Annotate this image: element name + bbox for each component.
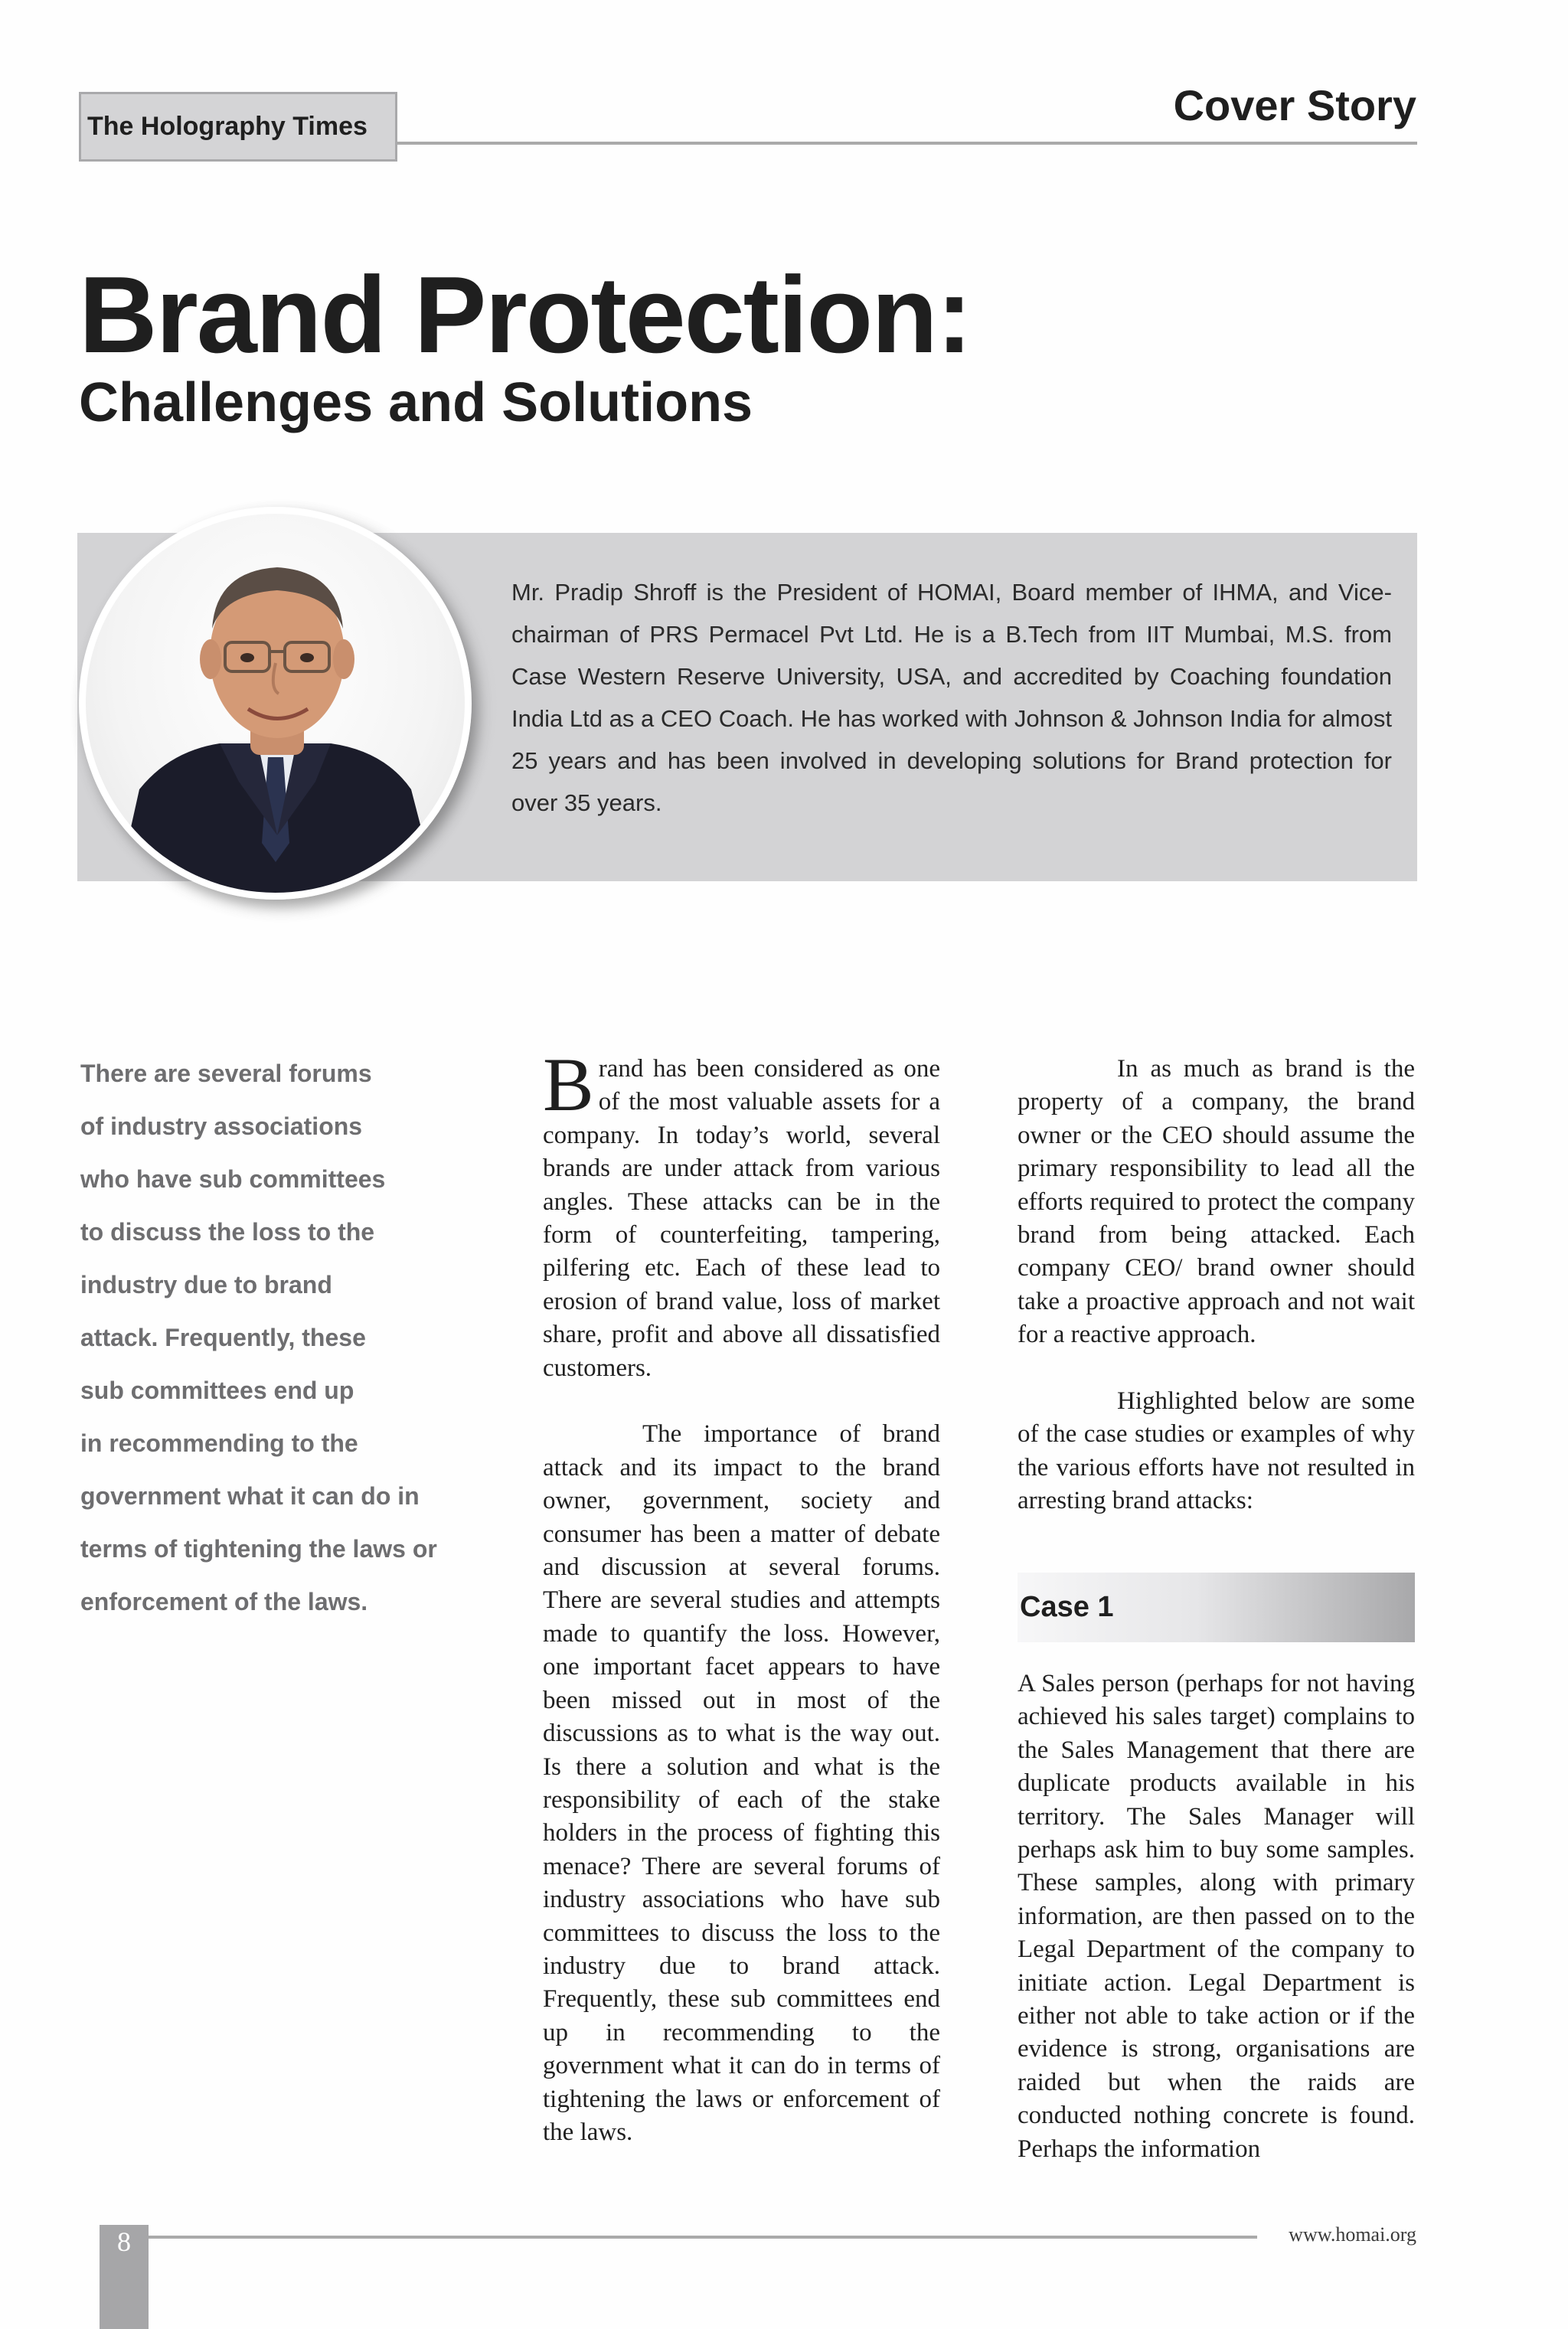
body-column-middle [543, 1042, 940, 2149]
body-paragraph: Highlighted below are some of the case studies or examples of why the various efforts have not resulted in arresting brand attacks: [1018, 1387, 1415, 1515]
article-title: Brand Protection: [79, 254, 972, 376]
pull-quote-line: sub committees end up [80, 1377, 354, 1404]
pull-quote-line: to discuss the loss to the [80, 1218, 375, 1246]
article-subtitle: Challenges and Solutions [79, 372, 753, 433]
case-heading: Case 1 [1020, 1591, 1114, 1623]
pull-quote [80, 1047, 494, 1628]
author-photo [79, 507, 472, 900]
body-paragraph: A Sales person (perhaps for not having achieved his sales target) complains to the Sales Management that there are duplicate products available in his territory. The Sales Manager will perhaps ask him to buy some samples. These samples, along with primary information, are then passed on to the Legal Department of the company to initiate action. Legal Department is either not able to take action or if the evidence is strong, organisations are raided but when the raids are conducted nothing concrete is found. Perhaps the information [1018, 1670, 1415, 2163]
author-portrait-image [86, 514, 465, 893]
publication-name: The Holography Times [87, 112, 368, 141]
pull-quote-line: terms of tightening the laws or [80, 1535, 437, 1563]
footer-rule [149, 2236, 1257, 2239]
body-column-right [1018, 1053, 1415, 1518]
pull-quote-line: in recommending to the [80, 1429, 358, 1457]
case-heading-bar [1018, 1573, 1415, 1642]
pull-quote-line: of industry associations [80, 1112, 363, 1140]
body-paragraph: In as much as brand is the property of a company, the brand owner or the CEO should assume the primary responsibility to lead all the efforts required to protect the company brand from being attacked. Each company CEO/ brand owner should take a proactive approach and not wait for a reactive approach. [1018, 1055, 1415, 1349]
paragraph-text: rand has been considered as one of the most valuable assets for a company. In today’s world, several brands are under attack from various angles. These attacks can be in the form of counterfeiting, tampering, pilfering etc. Each of these lead to erosion of brand value, loss of market share, profit and above all dissatisfied customers. [543, 1055, 940, 1382]
body-column-right-continued [1018, 1668, 1415, 2166]
page-number: 8 [117, 2226, 131, 2257]
author-bio-text: Mr. Pradip Shroff is the President of HOMAI, Board member of IHMA, and Vice-chairman of PRS Permacel Pvt Ltd. He is a B.Tech from IIT Mumbai, M.S. from Case Western Reserve University, USA, and accredited by Coaching foundation India Ltd as a CEO Coach. He has worked with Johnson & Johnson India for almost 25 years and has been involved in developing solutions for Brand protection for over 35 years. [511, 579, 1392, 816]
drop-cap: B [543, 1042, 594, 1127]
pull-quote-line: who have sub committees [80, 1165, 386, 1193]
pull-quote-line: enforcement of the laws. [80, 1588, 368, 1615]
body-paragraph [543, 1042, 940, 1385]
pull-quote-line: government what it can do in [80, 1482, 420, 1510]
pull-quote-line: industry due to brand [80, 1271, 332, 1298]
pull-quote-line: attack. Frequently, these [80, 1324, 366, 1351]
publication-label-box [79, 92, 397, 162]
header-rule [397, 142, 1417, 145]
section-label: Cover Story [1173, 81, 1416, 129]
pull-quote-line: There are several forums [80, 1060, 372, 1087]
footer-url: www.homai.org [1289, 2223, 1416, 2246]
body-paragraph: The importance of brand attack and its impact to the brand owner, government, society and consumer has been a matter of debate and discussion at several forums. There are several studies and attempts made to quantify the loss. However, one important facet appears to have been missed out in most of the discussions as to what is the way out. Is there a solution and what is the responsibility of each of the stake holders in the process of fighting this menace? There are several forums of industry associations who have sub committees to discuss the loss to the industry due to brand attack. Frequently, these sub committees end up in recommending to the government what it can do in terms of tightening the laws or enforcement of the laws. [543, 1420, 940, 2146]
